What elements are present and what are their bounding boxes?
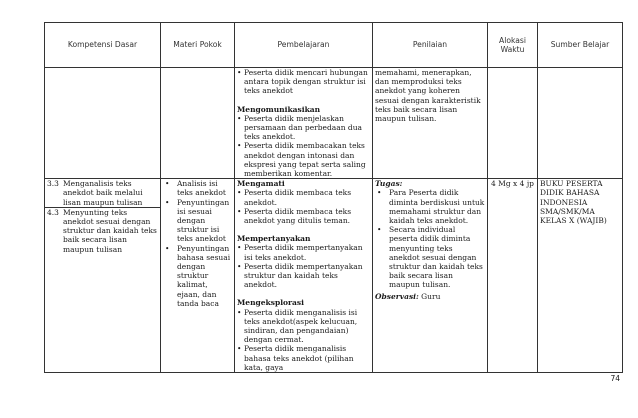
header-materi-pokok: Materi Pokok bbox=[161, 23, 235, 68]
row2-alokasi-cell bbox=[488, 179, 538, 373]
row1-penilaian-cell bbox=[373, 68, 488, 179]
materi-item: • Penyuntingan bahasa sesuai dengan struktur kalimat, ejaan, dan tanda baca bbox=[163, 244, 232, 308]
tugas-label: Tugas: bbox=[375, 179, 403, 189]
row2-materi-cell bbox=[161, 179, 235, 373]
row1-sumber-cell bbox=[538, 68, 623, 179]
activity-item: • Peserta didik menganalisis isi teks anekdot(aspek kelucuan, sindiran, dan pengandaian) dengan cermat. bbox=[237, 308, 370, 345]
header-pembelajaran: Pembelajaran bbox=[235, 23, 373, 68]
activity-heading: Mengeksplorasi bbox=[237, 298, 304, 308]
activity-item: • Peserta didik membaca teks anekdot yang ditulis teman. bbox=[237, 207, 370, 225]
activity-heading: Mengomunikasikan bbox=[237, 104, 321, 114]
materi-item: • Analisis isi teks anekdot bbox=[163, 179, 232, 197]
header-sumber-belajar: Sumber Belajar bbox=[538, 23, 623, 68]
row1-alokasi-cell bbox=[488, 68, 538, 179]
table-row bbox=[45, 68, 623, 179]
activity-item: • Peserta didik menganalisis bahasa teks anekdot (pilihan kata, gaya bbox=[237, 344, 370, 372]
row1-materi-cell bbox=[161, 68, 235, 179]
activity-heading: Mempertanyakan bbox=[237, 234, 311, 244]
kd-number: 3.3 bbox=[47, 179, 59, 189]
row2-sumber-cell bbox=[538, 179, 623, 373]
activity-item: • Peserta didik membacakan teks anekdot dengan intonasi dan ekspresi yang tepat serta saling memberikan komentar. bbox=[237, 141, 370, 178]
kd-text: Menganalisis teks anekdot baik melalui lisan maupun tulisan bbox=[63, 179, 143, 207]
kd-item bbox=[47, 179, 158, 207]
materi-item: • Penyuntingan isi sesuai dengan struktur isi teks anekdot bbox=[163, 198, 232, 244]
header-penilaian: Penilaian bbox=[373, 23, 488, 68]
observasi-label: Observasi: bbox=[375, 291, 419, 301]
syllabus-table bbox=[44, 22, 623, 373]
observasi-text: Guru bbox=[421, 291, 441, 301]
header-kompetensi-dasar: Kompetensi Dasar bbox=[45, 23, 161, 68]
row1-pembelajaran-cell bbox=[235, 68, 373, 179]
row2-kompetensi-cell bbox=[45, 179, 161, 373]
kd-number: 4.3 bbox=[47, 207, 59, 217]
activity-item: • Peserta didik mencari hubungan antara topik dengan struktur isi teks anekdot bbox=[237, 68, 370, 96]
kd-item bbox=[47, 208, 158, 254]
activity-item: • Peserta didik membaca teks anekdot. bbox=[237, 188, 370, 206]
penilaian-item: • Secara individual peserta didik diminta menyunting teks anekdot sesuai dengan struktur dan kaidah teks baik secara lisan maupun tulisan. bbox=[375, 225, 485, 289]
row2-penilaian-cell bbox=[373, 179, 488, 373]
pembelajaran-list bbox=[237, 68, 370, 178]
activity-item: • Peserta didik mempertanyakan isi teks anekdot. bbox=[237, 243, 370, 261]
header-alokasi-waktu: Alokasi Waktu bbox=[488, 23, 538, 68]
kd-text: Menyunting teks anekdot sesuai dengan struktur dan kaidah teks baik secara lisan maupun tulisan bbox=[63, 207, 157, 254]
activity-heading: Mengamati bbox=[237, 179, 285, 189]
pembelajaran-list bbox=[237, 179, 370, 372]
row1-kompetensi-cell bbox=[45, 68, 161, 179]
alokasi-text: 4 Mg x 4 jp bbox=[491, 179, 534, 189]
table-row bbox=[45, 179, 623, 373]
spacer bbox=[237, 225, 370, 234]
spacer bbox=[237, 289, 370, 298]
penilaian-item: • Para Peserta didik diminta berdiskusi untuk memahami struktur dan kaidah teks anekdot. bbox=[375, 188, 485, 225]
penilaian-text: memahami, menerapkan, dan memproduksi teks anekdot yang koheren sesuai dengan karakteristik teks baik secara lisan maupun tulisan. bbox=[375, 68, 481, 124]
page-number: 74 bbox=[610, 374, 620, 383]
activity-item: • Peserta didik mempertanyakan struktur dan kaidah teks anekdot. bbox=[237, 262, 370, 290]
spacer bbox=[237, 96, 370, 105]
row2-pembelajaran-cell bbox=[235, 179, 373, 373]
table-header-row bbox=[45, 23, 623, 68]
sumber-text: BUKU PESERTA DIDIK BAHASA INDONESIA SMA/SMK/MA KELAS X (WAJIB) bbox=[540, 179, 607, 226]
activity-item: • Peserta didik menjelaskan persamaan dan perbedaan dua teks anekdot. bbox=[237, 114, 370, 142]
observasi-line bbox=[375, 292, 485, 301]
